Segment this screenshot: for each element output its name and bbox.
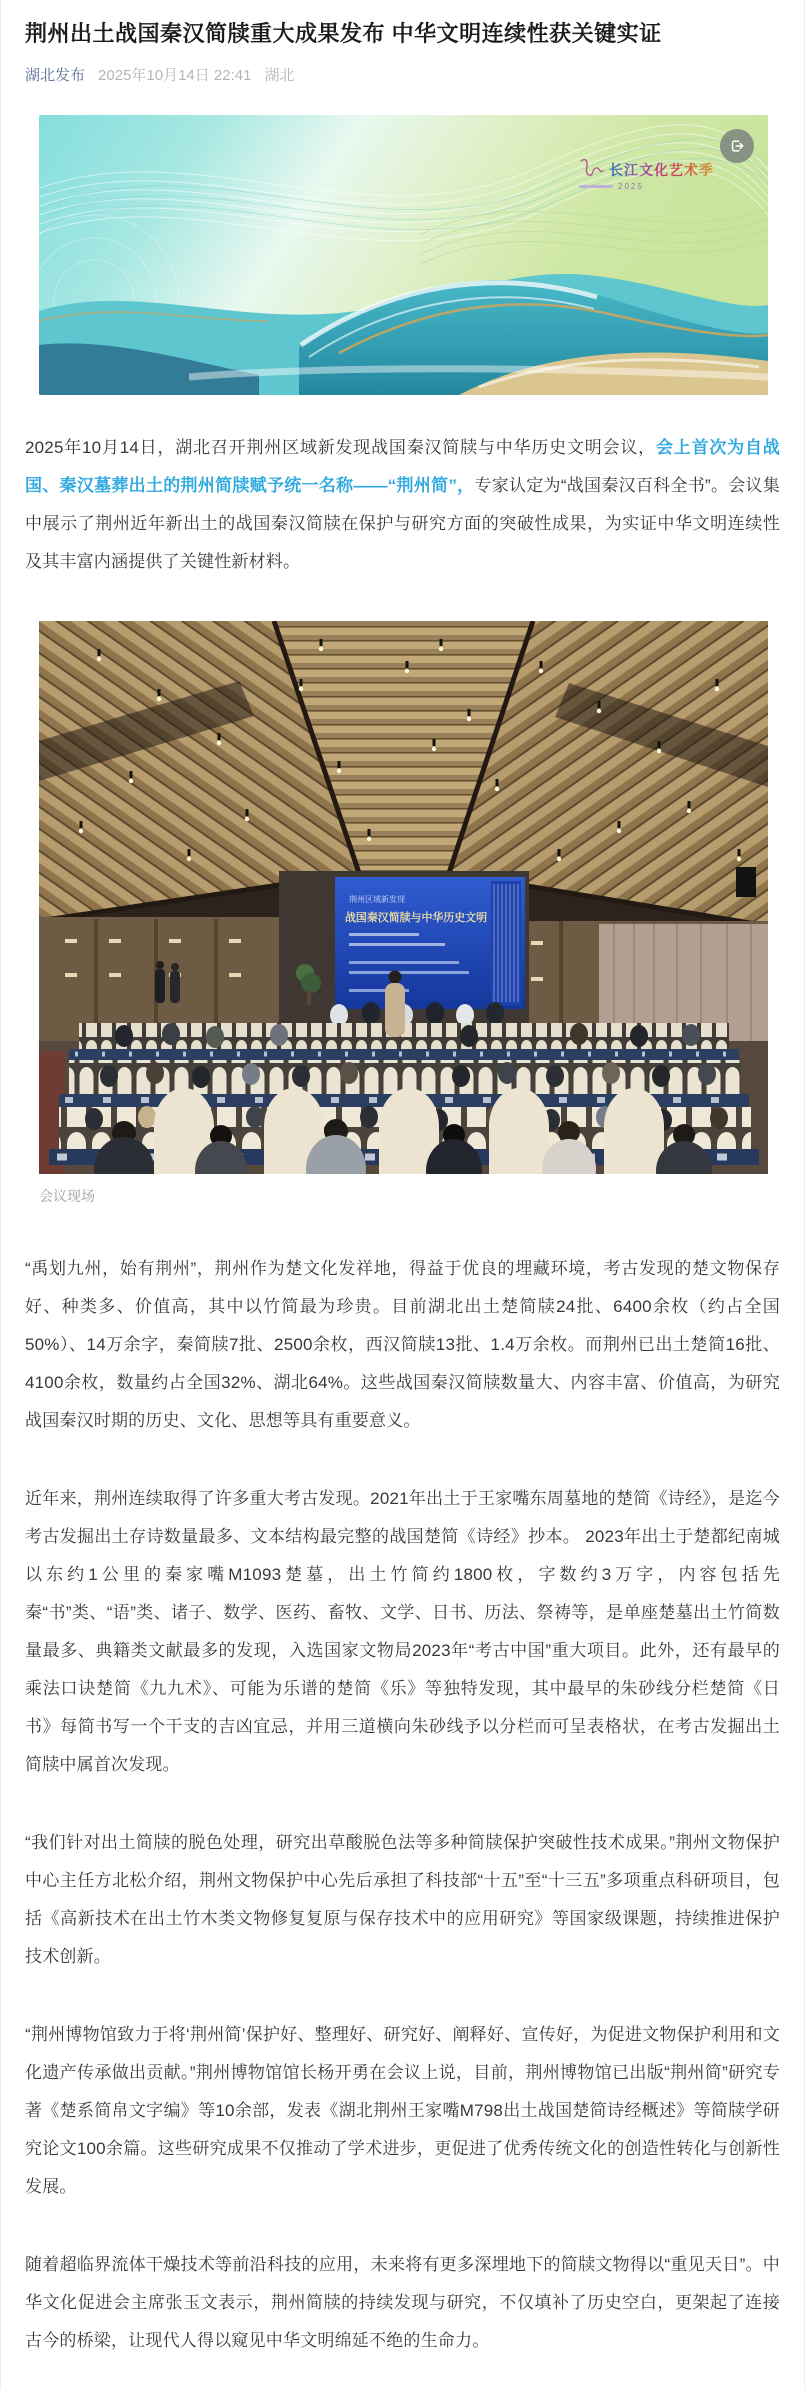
- paragraph-5: “荆州博物馆致力于将‘荆州简’保护好、整理好、研究好、阐释好、宣传好，为促进文物保护利用和文化遗产传承做出贡献。”荆州博物馆馆长杨开勇在会议上说，目前，荆州博物馆已出版“荆州简”研究专著《楚系简帛文字编》等10余部，发表《湖北荆州王家嘴M798出土战国楚简诗经概述》等简牍学研究论文100余篇。这些研究成果不仅推动了学术进步，更促进了优秀传统文化的创造性转化与创新性发展。: [25, 2024, 780, 2196]
- river-line-icon: [579, 157, 605, 179]
- photo-caption: 会议现场: [39, 1187, 95, 1204]
- festival-logo: [579, 157, 714, 192]
- p1-highlight: 会上首次为自战国、秦汉墓葬出土的荆州简牍赋予统一名称——“荆州简”，: [25, 437, 780, 495]
- paragraph-4: “我们针对出土简牍的脱色处理，研究出草酸脱色法等多种简牍保护突破性技术成果。”荆州文物保护中心主任方北松介绍，荆州文物保护中心先后承担了科技部“十五”至“十三五”多项重点科研项目，包括《高新技术在出土竹木类文物修复复原与保存技术中的应用研究》等国家级课题，持续推进保护技术创新。: [25, 1832, 780, 1966]
- screen-title-line1: 荆州区域新发现: [349, 894, 405, 904]
- conference-photo: [39, 621, 768, 1174]
- paragraph-1: [25, 429, 780, 581]
- banner-image: [39, 115, 768, 395]
- screen-title-line2: 战国秦汉简牍与中华历史文明: [345, 911, 488, 924]
- publish-datetime: 2025年10月14日 22:41: [98, 66, 252, 84]
- paragraph-2: “禹划九州，始有荆州”，荆州作为楚文化发祥地，得益于优良的埋藏环境，考古发现的楚文物保存好、种类多、价值高，其中以竹简最为珍贵。目前湖北出土楚简牍24批、6400余枚（约占全国50%）、14万余字，秦简牍7批、2500余枚，西汉简牍13批、1.4万余枚。而荆州已出土楚简16批、4100余枚，数量约占全国32%、湖北64%。这些战国秦汉简牍数量大、内容丰富、价值高，为研究战国秦汉时期的历史、文化、思想等具有重要意义。: [25, 1258, 780, 1430]
- publish-region: 湖北: [264, 66, 295, 84]
- foreground-row: [94, 1088, 712, 1174]
- share-icon[interactable]: [720, 129, 754, 163]
- logo-subtext-bar: [579, 185, 613, 188]
- festival-logo-year: 2025: [579, 182, 714, 192]
- paragraph-3: 近年来，荆州连续取得了许多重大考古发现。2021年出土于王家嘴东周墓地的楚简《诗经》，是迄今考古发掘出土存诗数量最多、文本结构最完整的战国楚简《诗经》抄本。 2023年出土于楚都纪南城以东约1公里的秦家嘴M1093楚墓，出土竹简约1800枚，字数约3万字，内容包括先秦“书”类、“语”类、诸子、数学、医药、畜牧、文学、日书、历法、祭祷等，是单座楚墓出土竹简数量最多、典籍类文献最多的发现，入选国家文物局2023年“考古中国”重大项目。此外，还有最早的乘法口诀楚简《九九术》、可能为乐谱的楚简《乐》等独特发现，其中最早的朱砂线分栏楚简《日书》每简书写一个干支的吉凶宜忌，并用三道横向朱砂线予以分栏而可呈表格状，在考古发掘出土简牍中属首次发现。: [25, 1488, 780, 1774]
- source-link[interactable]: 湖北发布: [25, 66, 86, 84]
- paragraph-6: 随着超临界流体干燥技术等前沿科技的应用，未来将有更多深埋地下的简牍文物得以“重见天日”。中华文化促进会主席张玉文表示，荆州简牍的持续发现与研究，不仅填补了历史空白，更架起了连接古今的桥梁，让现代人得以窥见中华文明绵延不绝的生命力。: [25, 2254, 780, 2350]
- festival-logo-text: 长江文化艺术季: [609, 162, 714, 179]
- page-title: 荆州出土战国秦汉简牍重大成果发布 中华文明连续性获关键实证: [25, 21, 662, 46]
- p1-text-b: 专家认定为“战国秦汉百科全书”。会议集中展示了荆州近年新出土的战国秦汉简牍在保护与研究方面的突破性成果，为实证中华文明连续性及其丰富内涵提供了关键性新材料。: [25, 475, 780, 571]
- p1-text-a: 2025年10月14日，湖北召开荆州区域新发现战国秦汉简牍与中华历史文明会议，: [25, 437, 656, 457]
- article-meta: [25, 64, 780, 85]
